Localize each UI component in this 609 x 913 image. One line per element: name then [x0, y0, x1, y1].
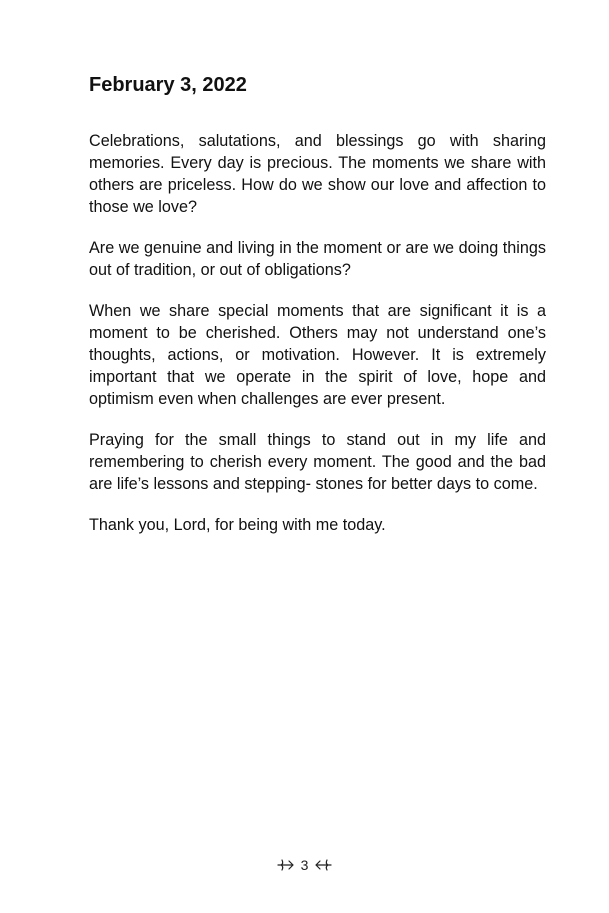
paragraph-3: When we share special moments that are significant it is a moment to be cherished. Others may not understand one’s thoughts, actions, or motivation. However. It is extremely important that we operate in the spirit of love, hope and optimism even when challenges are ever present.: [89, 302, 546, 408]
page-footer: [0, 854, 609, 876]
paragraph-1: Celebrations, salutations, and blessings go with sharing memories. Every day is precious. The moments we share with others are priceless. How do we show our love and affection to those we love?: [89, 132, 546, 216]
entry-date-heading: February 3, 2022: [89, 74, 247, 96]
entry-body: [89, 130, 546, 555]
paragraph-5: Thank you, Lord, for being with me today.: [89, 516, 386, 534]
paragraph-2: Are we genuine and living in the moment or are we doing things out of tradition, or out of obligations?: [89, 239, 546, 279]
arrow-flourish-left-icon: [314, 858, 332, 872]
paragraph-4: Praying for the small things to stand out in my life and remembering to cherish every moment. The good and the bad are life’s lessons and stepping- stones for better days to come.: [89, 431, 546, 493]
page-number: 3: [300, 857, 309, 873]
arrow-flourish-right-icon: [277, 858, 295, 872]
